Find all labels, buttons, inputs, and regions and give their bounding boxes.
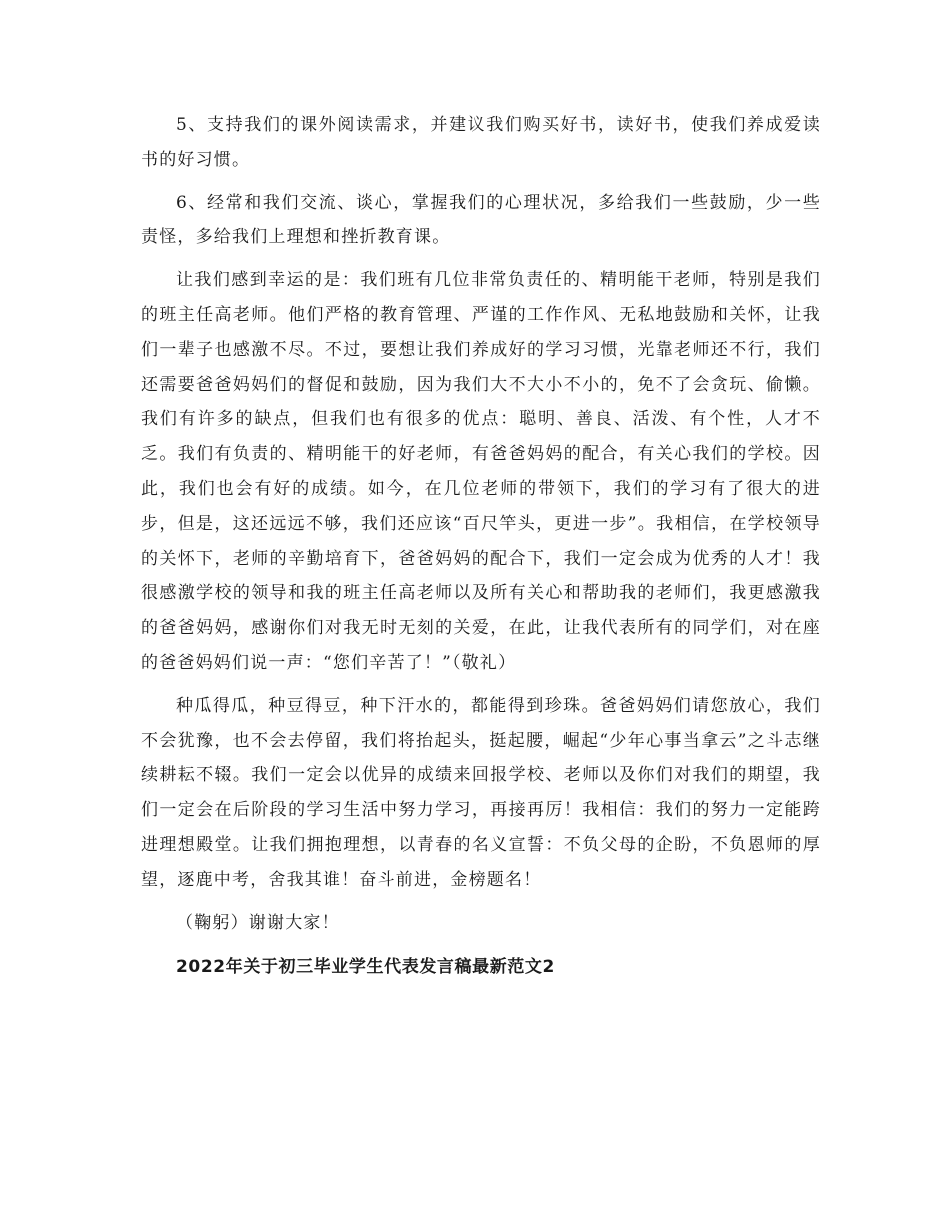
paragraph-promise: 种瓜得瓜，种豆得豆，种下汗水的，都能得到珍珠。爸爸妈妈们请您放心，我们不会犹豫，也不会去停留，我们将抬起头，挺起腰，崛起“少年心事当拿云”之斗志继续耕耘不辍。我们一定会以优异的成绩来回报学校、老师以及你们对我们的期望，我们一定会在后阶段的学习生活中努力学习，再接再厉！我相信：我们的努力一定能跨进理想殿堂。让我们拥抱理想，以青春的名义宣誓：不负父母的企盼，不负恩师的厚望，逐鹿中考，舍我其谁！奋斗前进，金榜题名！	[141, 695, 821, 890]
section-heading: 2022年关于初三毕业学生代表发言稿最新范文2	[176, 957, 555, 978]
paragraph-lucky: 让我们感到幸运的是：我们班有几位非常负责任的、精明能干老师，特别是我们的班主任高老师。他们严格的教育管理、严谨的工作作风、无私地鼓励和关怀，让我们一辈子也感激不尽。不过，要想让我们养成好的学习习惯，光靠老师还不行，我们还需要爸爸妈妈们的督促和鼓励，因为我们大不大小不小的，免不了会贪玩、偷懒。我们有许多的缺点，但我们也有很多的优点：聪明、善良、活泼、有个性，人才不乏。我们有负责的、精明能干的好老师，有爸爸妈妈的配合，有关心我们的学校。因此，我们也会有好的成绩。如今，在几位老师的带领下，我们的学习有了很大的进步，但是，这还远远不够，我们还应该“百尺竿头，更进一步”。我相信，在学校领导的关怀下，老师的辛勤培育下，爸爸妈妈的配合下，我们一定会成为优秀的人才！我很感激学校的领导和我的班主任高老师以及所有关心和帮助我的老师们，我更感激我的爸爸妈妈，感谢你们对我无时无刻的关爱，在此，让我代表所有的同学们，对在座的爸爸妈妈们说一声：“您们辛苦了！”（敬礼）	[141, 270, 821, 673]
paragraph-item-5: 5、支持我们的课外阅读需求，并建议我们购买好书，读好书，使我们养成爱读书的好习惯。	[141, 115, 821, 170]
document-body	[141, 108, 821, 985]
closing-line: （鞠躬）谢谢大家！	[176, 912, 340, 933]
paragraph-item-6: 6、经常和我们交流、谈心，掌握我们的心理状况，多给我们一些鼓励，少一些责怪，多给我们上理想和挫折教育课。	[141, 192, 821, 248]
